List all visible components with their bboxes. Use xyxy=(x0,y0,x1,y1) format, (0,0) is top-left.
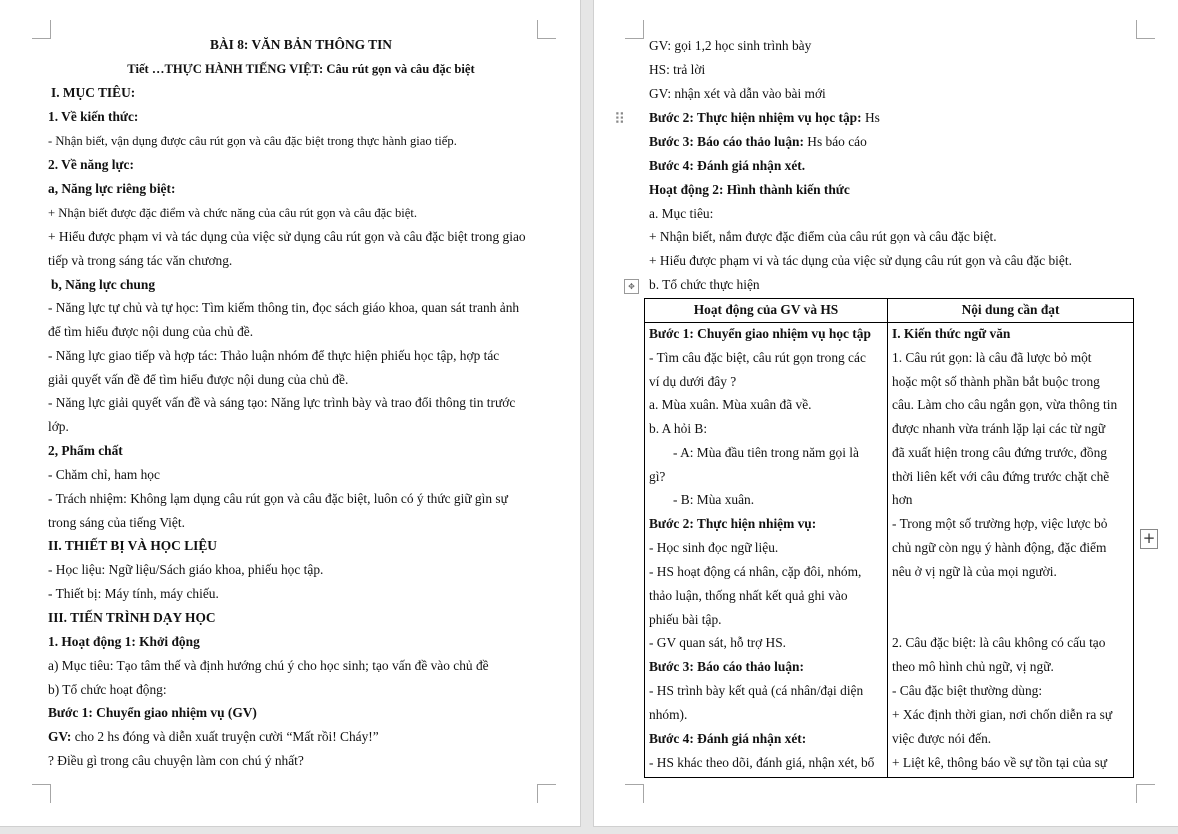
table-cell: b. A hỏi B: xyxy=(649,421,708,436)
table-cell: + Liệt kê, thông báo về sự tồn tại của sự xyxy=(892,755,1108,770)
heading-activity-1: 1. Hoạt động 1: Khởi động xyxy=(48,634,200,649)
heading-activity-2: Hoạt động 2: Hình thành kiến thức xyxy=(649,182,850,197)
table-cell: thảo luận, thống nhất kết quả ghi vào xyxy=(649,588,848,603)
table-cell: - HS hoạt động cá nhân, cặp đôi, nhóm, xyxy=(649,564,862,579)
text-line xyxy=(48,729,379,745)
heading-step-1: Bước 1: Chuyển giao nhiệm vụ (GV) xyxy=(48,705,257,720)
table-cell: hơn xyxy=(892,492,913,507)
heading-knowledge: 1. Về kiến thức: xyxy=(48,109,139,124)
text-line: lớp. xyxy=(48,419,69,434)
text-line: b) Tổ chức hoạt động: xyxy=(48,682,167,697)
table-cell: Bước 4: Đánh giá nhận xét: xyxy=(649,731,807,746)
table-cell: chủ ngữ còn ngụ ý hành động, đặc điểm xyxy=(892,540,1107,555)
table-border xyxy=(644,298,645,778)
heading-objectives: I. MỤC TIÊU: xyxy=(51,85,136,100)
text-line: ? Điều gì trong câu chuyện làm con chú ý nhất? xyxy=(48,753,304,768)
heading-teaching-process: III. TIẾN TRÌNH DẠY HỌC xyxy=(48,610,216,625)
table-cell: Bước 2: Thực hiện nhiệm vụ: xyxy=(649,516,817,531)
margin-mark xyxy=(537,784,556,803)
step-content: Hs báo cáo xyxy=(803,134,867,149)
table-cell: thời liên kết với câu đứng trước chặt chẽ xyxy=(892,469,1110,484)
table-cell: - A: Mùa đầu tiên trong năm gọi là xyxy=(673,445,859,460)
table-border xyxy=(644,777,1134,778)
text-line: a) Mục tiêu: Tạo tâm thế và định hướng chú ý cho học sinh; tạo vấn đề vào chủ đề xyxy=(48,658,489,673)
text-line: - Nhận biết, vận dụng được câu rút gọn và câu đặc biệt trong thực hành giao tiếp. xyxy=(48,134,457,148)
text-line: - Thiết bị: Máy tính, máy chiếu. xyxy=(48,586,219,601)
add-column-button[interactable]: + xyxy=(1140,529,1158,549)
table-header-activities: Hoạt động của GV và HS xyxy=(693,302,839,317)
text-line: - Chăm chỉ, ham học xyxy=(48,467,160,482)
table-border xyxy=(644,298,1134,299)
heading-qualities: 2, Phẩm chất xyxy=(48,443,123,458)
text-line: + Nhận biết, nắm được đặc điểm của câu rút gọn và câu đặc biệt. xyxy=(649,229,997,244)
table-cell: Bước 1: Chuyển giao nhiệm vụ học tập xyxy=(649,326,871,341)
margin-mark xyxy=(1136,784,1155,803)
table-cell: - Tìm câu đặc biệt, câu rút gọn trong các xyxy=(649,350,866,365)
table-cell: việc được nói đến. xyxy=(892,731,992,746)
text-line: - Trách nhiệm: Không lạm dụng câu rút gọn và câu đặc biệt, luôn có ý thức giữ gìn sự xyxy=(48,491,508,506)
table-cell: 2. Câu đặc biệt: là câu không có cấu tạo xyxy=(892,635,1106,650)
drag-handle-icon[interactable]: ⠿ xyxy=(614,110,625,128)
table-border xyxy=(1133,298,1134,778)
document-subtitle: Tiết …THỰC HÀNH TIẾNG VIỆT: Câu rút gọn và câu đặc biệt xyxy=(127,62,475,76)
table-cell: - GV quan sát, hỗ trợ HS. xyxy=(649,635,787,650)
text-line: + Hiểu được phạm vi và tác dụng của việc sử dụng câu rút gọn và câu đặc biệt trong giao xyxy=(48,229,526,244)
margin-mark xyxy=(32,784,51,803)
document-page-left xyxy=(0,0,580,826)
text-line: - Năng lực giao tiếp và hợp tác: Thảo luận nhóm để thực hiện phiếu học tập, hợp tác xyxy=(48,348,500,363)
text-line: + Hiểu được phạm vi và tác dụng của việc sử dụng câu rút gọn và câu đặc biệt. xyxy=(649,253,1072,268)
margin-mark xyxy=(1136,20,1155,39)
table-cell: được nhanh vừa tránh lặp lại các từ ngữ xyxy=(892,421,1106,436)
step-content: Hs xyxy=(861,110,880,125)
text-line: giải quyết vấn đề để tìm hiểu được nội dung của chủ đề. xyxy=(48,372,349,387)
text-line: + Nhận biết được đặc điểm và chức năng của câu rút gọn và câu đặc biệt. xyxy=(48,206,418,220)
document-title: BÀI 8: VĂN BẢN THÔNG TIN xyxy=(210,37,392,52)
table-cell: hoặc một số thành phần bắt buộc trong xyxy=(892,374,1100,389)
text-line: GV: gọi 1,2 học sinh trình bày xyxy=(649,38,812,53)
table-cell: I. Kiến thức ngữ văn xyxy=(892,326,1011,341)
table-cell: nêu ở vị ngữ là của mọi người. xyxy=(892,564,1057,579)
table-cell: gì? xyxy=(649,469,666,484)
margin-mark xyxy=(625,784,644,803)
table-cell: phiếu bài tập. xyxy=(649,612,722,627)
text-line: - Năng lực giải quyết vấn đề và sáng tạo: Năng lực trình bày và trao đổi thông tin trước xyxy=(48,395,516,410)
heading-competence: 2. Về năng lực: xyxy=(48,157,134,172)
heading-specific-competence: a, Năng lực riêng biệt: xyxy=(48,181,176,196)
table-border xyxy=(887,298,888,778)
table-cell: - Học sinh đọc ngữ liệu. xyxy=(649,540,779,555)
table-cell: Bước 3: Báo cáo thảo luận: xyxy=(649,659,804,674)
step-label: Bước 2: Thực hiện nhiệm vụ học tập: xyxy=(649,110,862,125)
table-cell: - Câu đặc biệt thường dùng: xyxy=(892,683,1043,698)
table-cell: ví dụ dưới đây ? xyxy=(649,374,737,389)
text-line: - Học liệu: Ngữ liệu/Sách giáo khoa, phiếu học tập. xyxy=(48,562,324,577)
margin-mark xyxy=(625,20,644,39)
table-cell: câu. Làm cho câu ngắn gọn, vừa thông tin xyxy=(892,397,1118,412)
table-move-handle-icon[interactable]: ✥ xyxy=(624,279,639,294)
document-page-right xyxy=(594,0,1178,826)
table-cell: a. Mùa xuân. Mùa xuân đã về. xyxy=(649,397,812,412)
text-line xyxy=(649,110,880,126)
text-line: trong sáng của tiếng Việt. xyxy=(48,515,185,530)
table-header-content: Nội dung cần đạt xyxy=(961,302,1060,317)
table-cell: + Xác định thời gian, nơi chốn diễn ra sự xyxy=(892,707,1113,722)
text-line xyxy=(649,134,867,150)
gv-label: GV: xyxy=(48,729,72,744)
text-line-content: cho 2 hs đóng và diễn xuất truyện cười “Mất rồi! Cháy!” xyxy=(74,729,379,744)
heading-general-competence: b, Năng lực chung xyxy=(51,277,156,292)
text-line: HS: trả lời xyxy=(649,62,706,77)
heading-step-4: Bước 4: Đánh giá nhận xét. xyxy=(649,158,806,173)
text-line: tiếp và trong sáng tác văn chương. xyxy=(48,253,233,268)
table-cell: - HS trình bày kết quả (cá nhân/đại diện xyxy=(649,683,864,698)
heading-equipment: II. THIẾT BỊ VÀ HỌC LIỆU xyxy=(48,538,217,553)
table-cell: nhóm). xyxy=(649,707,688,722)
text-line: b. Tổ chức thực hiện xyxy=(649,277,760,292)
text-line: để tìm hiểu được nội dung của chủ đề. xyxy=(48,324,254,339)
table-cell: - HS khác theo dõi, đánh giá, nhận xét, bổ xyxy=(649,755,875,770)
text-line: GV: nhận xét và dẫn vào bài mới xyxy=(649,86,826,101)
table-cell: - Trong một số trường hợp, việc lược bỏ xyxy=(892,516,1108,531)
text-line: a. Mục tiêu: xyxy=(649,206,714,221)
table-cell: 1. Câu rút gọn: là câu đã lược bỏ một xyxy=(892,350,1092,365)
text-line: - Năng lực tự chủ và tự học: Tìm kiếm thông tin, đọc sách giáo khoa, quan sát tranh ảnh xyxy=(48,300,520,315)
table-cell: theo mô hình chủ ngữ, vị ngữ. xyxy=(892,659,1054,674)
table-cell: đã xuất hiện trong câu đứng trước, đồng xyxy=(892,445,1107,460)
step-label: Bước 3: Báo cáo thảo luận: xyxy=(649,134,804,149)
table-border xyxy=(644,322,1134,323)
table-cell: - B: Mùa xuân. xyxy=(673,492,755,507)
